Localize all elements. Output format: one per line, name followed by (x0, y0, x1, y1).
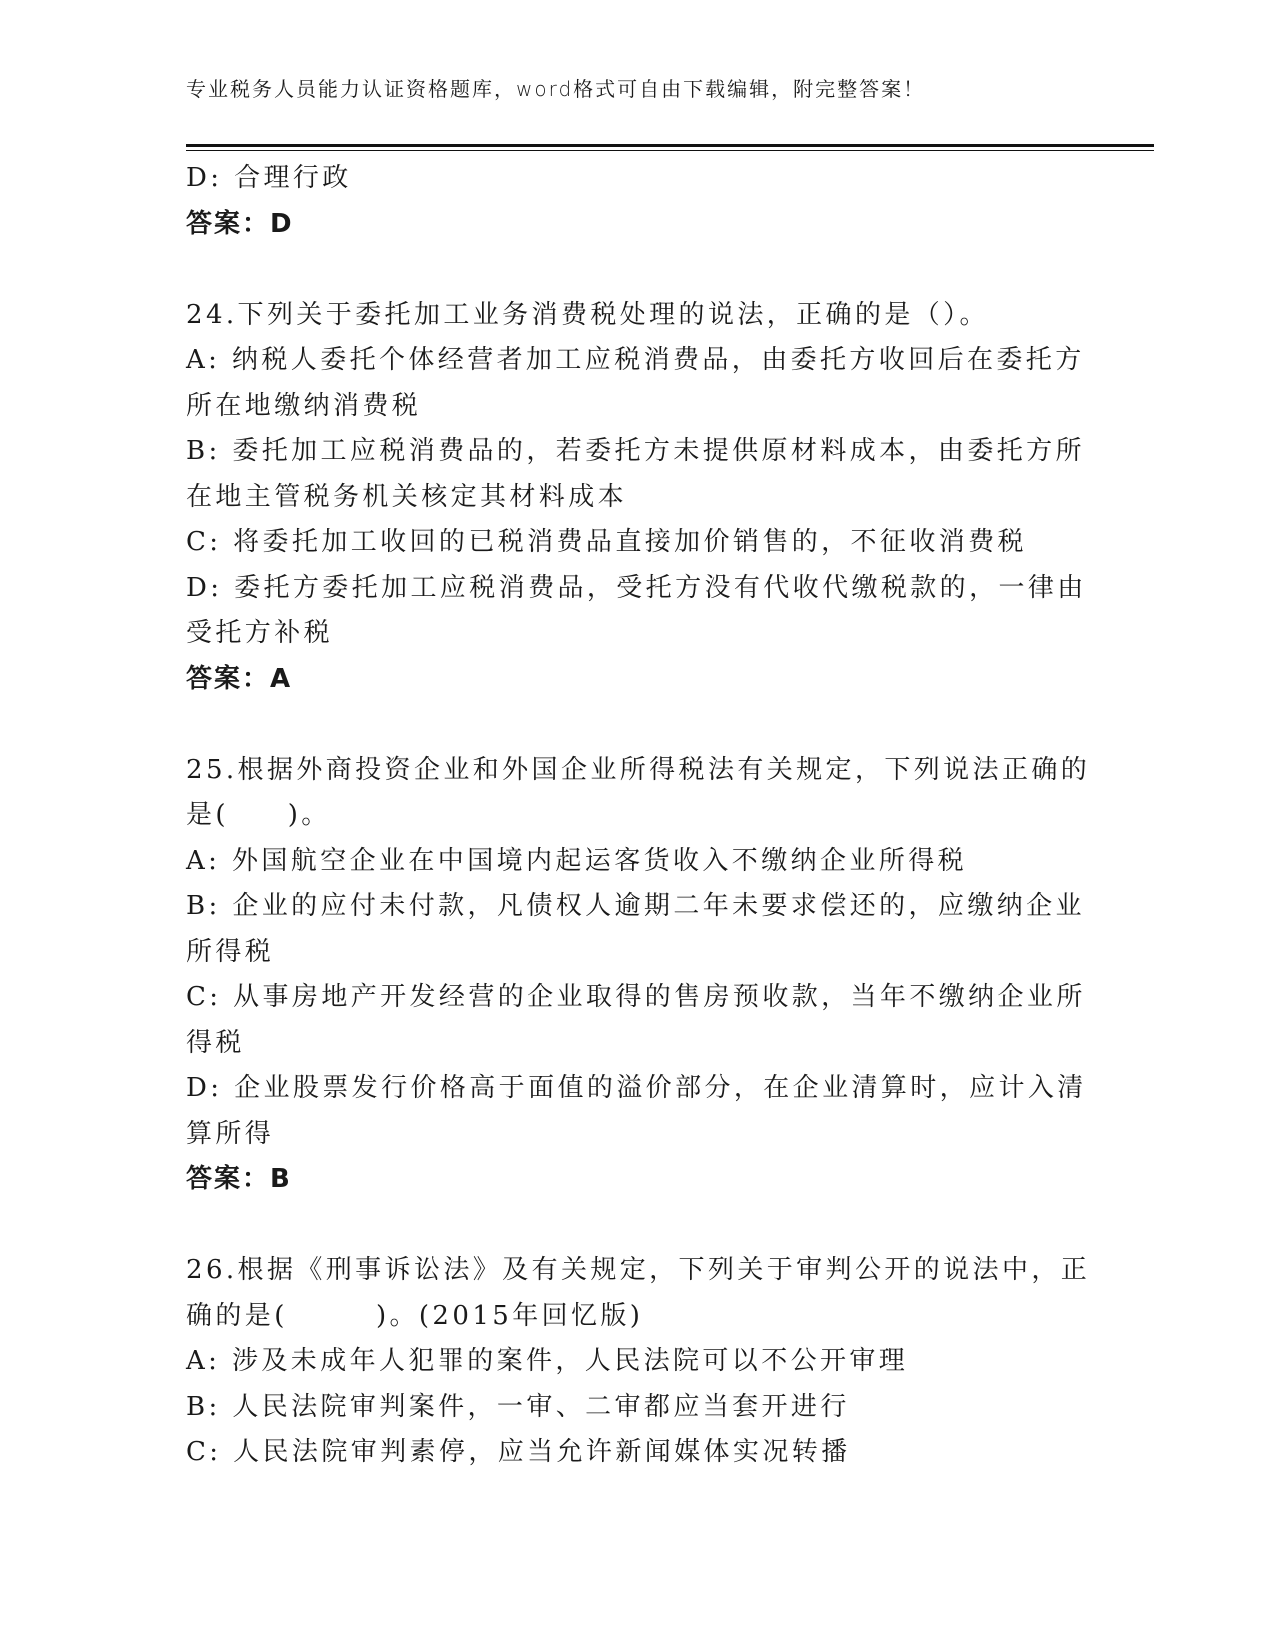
option-c-cont: 得税 (186, 1027, 245, 1058)
option-b: B: 委托加工应税消费品的，若委托方未提供原材料成本，由委托方所 (186, 436, 1085, 466)
prev-option-d: D: 合理行政 (186, 163, 352, 193)
option-d: D: 企业股票发行价格高于面值的溢价部分，在企业清算时，应计入清 (186, 1073, 1087, 1103)
option-c: C: 人民法院审判素停，应当允许新闻媒体实况转播 (186, 1437, 851, 1467)
option-d-cont: 算所得 (186, 1118, 275, 1149)
question-stem: 25.根据外商投资企业和外国企业所得税法有关规定，下列说法正确的 (186, 754, 1091, 785)
option-b: B: 企业的应付未付款，凡债权人逾期二年未要求偿还的，应缴纳企业 (186, 891, 1085, 921)
question-stem: 26.根据《刑事诉讼法》及有关规定，下列关于审判公开的说法中，正 (186, 1255, 1091, 1285)
question-25 (186, 748, 1091, 1203)
option-a-cont: 所在地缴纳消费税 (186, 390, 422, 421)
question-stem-cont: 确的是( )。(2015年回忆版) (186, 1300, 644, 1331)
option-d-cont: 受托方补税 (186, 618, 334, 648)
option-a: A: 涉及未成年人犯罪的案件，人民法院可以不公开审理 (186, 1346, 909, 1376)
option-c: C: 将委托加工收回的已税消费品直接加价销售的，不征收消费税 (186, 527, 1027, 557)
question-stem: 24.下列关于委托加工业务消费税处理的说法，正确的是（）。 (186, 299, 989, 330)
answer: 答案：A (186, 663, 293, 694)
spacer (186, 1203, 1086, 1249)
question-content (186, 156, 1091, 1476)
header-rule-thin (186, 150, 1154, 151)
option-b: B: 人民法院审判案件，一审、二审都应当套开进行 (186, 1391, 850, 1422)
option-a: A: 纳税人委托个体经营者加工应税消费品，由委托方收回后在委托方 (186, 345, 1085, 375)
question-stem-cont: 是( )。 (186, 800, 331, 830)
option-c: C: 从事房地产开发经营的企业取得的售房预收款，当年不缴纳企业所 (186, 982, 1086, 1012)
page-header: 专业税务人员能力认证资格题库，word格式可自由下载编辑，附完整答案！ (186, 77, 926, 101)
header-rule-thick (186, 144, 1154, 147)
option-d: D: 委托方委托加工应税消费品，受托方没有代收代缴税款的，一律由 (186, 572, 1087, 603)
option-b-cont: 在地主管税务机关核定其材料成本 (186, 481, 628, 512)
prev-answer: 答案：D (186, 208, 294, 239)
question-24 (186, 293, 1086, 703)
spacer (186, 702, 1086, 748)
answer: 答案：B (186, 1164, 292, 1194)
option-a: A: 外国航空企业在中国境内起运客货收入不缴纳企业所得税 (186, 845, 968, 876)
question-26 (186, 1248, 1091, 1476)
option-b-cont: 所得税 (186, 936, 275, 967)
spacer (186, 247, 1086, 293)
